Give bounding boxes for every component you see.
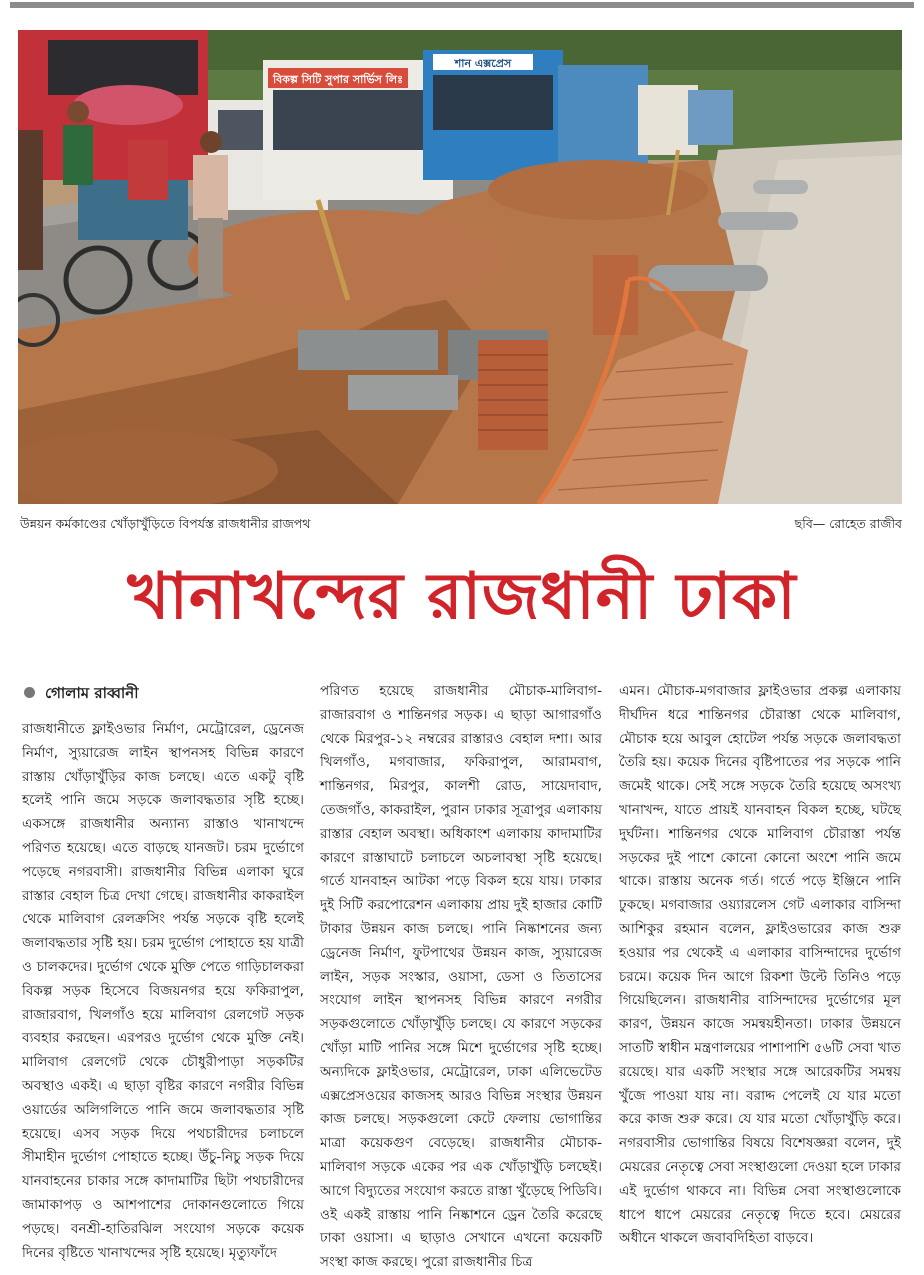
author-name: গোলাম রাব্বানী [45,684,139,702]
article-column-3 [619,680,901,1251]
article-column-1 [22,718,304,1265]
photo-credit: ছবি— রোহেত রাজীব [794,516,902,531]
street-scene-illustration [18,30,902,504]
article-text: এমন। মৌচাক-মগবাজার ফ্লাইওভার প্রকল্প এলাকায় দীর্ঘদিন ধরে শান্তিনগর চৌরাস্তা থেকে মালিবাগ, মৌচাক হয়ে আবুল হোটেল পর্যন্ত সড়কে জলাবদ্ধতা তৈরি হয়। কয়েক দিনের বৃষ্টিপাতের পর সড়কে পানি জমেই থাকে। সেই সঙ্গে সড়কে তৈরি হয়েছে অসংখ্য খানাখন্দ, যাতে প্রায়ই যানবাহন বিকল হচ্ছে, ঘটছে দুর্ঘটনা। শান্তিনগর থেকে মালিবাগ চৌরাস্তা পর্যন্ত সড়কের দুই পাশে কোনো কোনো অংশে পানি জমে থাকে। রাস্তায় অনেক গর্ত। গর্তে পড়ে ইঞ্জিনে পানি ঢুকছে। মগবাজার ওয়্যারলেস গেট এলাকার বাসিন্দা আশিকুর রহমান বলেন, ফ্লাইওভারের কাজ শুরু হওয়ার পর থেকেই এ এলাকার বাসিন্দাদের দুর্ভোগ চরমে। কয়েক দিন আগে রিকশা উল্টে তিনিও পড়ে গিয়েছিলেন। রাজধানীর বাসিন্দাদের দুর্ভোগের মূল কারণ, উন্নয়ন কাজে সমন্বয়হীনতা। ঢাকার উন্নয়নে সাতটি স্বাধীন মন্ত্রণালয়ের পাশাপাশি ৫৬টি সেবা খাত রয়েছে। যার একটি সংস্থার সঙ্গে আরেকটির সমন্বয় খুঁজে পাওয়া যায় না। বরাদ্দ পেলেই যে যার মতো করে কাজ শুরু করে। যে যার মতো খোঁড়াখুঁড়ি করে। নগরবাসীর ভোগান্তির বিষয়ে বিশেষজ্ঞরা বলেন, দুই মেয়রের নেতৃত্বে সেবা সংস্থাগুলো দেওয়া হলে ঢাকার এই দুর্ভোগ থাকবে না। বিভিন্ন সেবা সংস্থাগুলোকে ধাপে ধাপে মেয়রের নেতৃত্বে দিতে হবে। মেয়রের অধীনে থাকলে জবাবদিহিতা বাড়বে। [619,683,901,1247]
byline-bullet-icon [24,687,35,698]
article-text: পরিণত হয়েছে রাজধানীর মৌচাক-মালিবাগ-রাজারবাগ ও শান্তিনগর সড়ক। এ ছাড়া আগারগাঁও থেকে মিরপুর-১২ নম্বরের রাস্তারও বেহাল দশা। আর খিলগাঁও, মগবাজার, ফকিরাপুল, আরামবাগ, শান্তিনগর, মিরপুর, কালশী রোড, সায়েদাবাদ, তেজগাঁও, কাকরাইল, পুরান ঢাকার সূত্রাপুর এলাকায় রাস্তার বেহাল অবস্থা। অধিকাংশ এলাকায় কাদামাটির কারণে রাস্তাঘাটে চলাচলে অচলাবস্থা সৃষ্টি হয়েছে। গর্তে যানবাহন আটকা পড়ে বিকল হয়ে যায়। ঢাকার দুই সিটি করপোরেশন এলাকায় প্রায় দুই হাজার কোটি টাকার উন্নয়ন কাজ চলছে। পানি নিষ্কাশনের জন্য ড্রেনেজ নির্মাণ, ফুটপাথের উন্নয়ন কাজ, স্যুয়ারেজ লাইন, সড়ক সংস্কার, ওয়াসা, ডেসা ও তিতাসের সংযোগ লাইন স্থাপনসহ বিভিন্ন কারণে নগরীর সড়কগুলোতে খোঁড়াখুঁড়ি চলছে। যে কারণে সড়কের খোঁড়া মাটি পানির সঙ্গে মিশে দুর্ভোগের সৃষ্টি হচ্ছে। অন্যদিকে ফ্লাইওভার, মেট্রোরেল, ঢাকা এলিভেটেড এক্সপ্রেসওয়ের কাজসহ আরও বিভিন্ন সংস্থার উন্নয়ন কাজ চলছে। সড়কগুলো কেটে ফেলায় ভোগান্তির মাত্রা কয়েকগুণ বেড়েছে। রাজধানীর মৌচাক-মালিবাগ সড়কে একের পর এক খোঁড়াখুঁড়ি চলছেই। আগে বিদ্যুতের সংযোগ করতে রাস্তা খুঁড়েছে পিডিবি। ওই একই রাস্তায় পানি নিষ্কাশনে ড্রেন তৈরি করেছে ঢাকা ওয়াসা। এ ছাড়াও সেখানে এখনো কয়েকটি সংস্থা কাজ করছে। পুরো রাজধানীর চিত্র [320,683,602,1271]
headline: খানাখন্দের রাজধানী ঢাকা [127,560,797,634]
byline [24,682,139,707]
news-photo [18,30,902,504]
top-rule [10,2,914,8]
bus-sign-1: বিকল্প সিটি সুপার সার্ভিস লিঃ [273,73,403,86]
article-text: রাজধানীতে ফ্লাইওভার নির্মাণ, মেট্রোরেল, ড্রেনেজ নির্মাণ, স্যুয়ারেজ লাইন স্থাপনসহ বিভিন্ন কারণে রাস্তায় খোঁড়াখুঁড়ির কাজ চলছে। এতে একটু বৃষ্টি হলেই পানি জমে সড়কে জলাবদ্ধতার সৃষ্টি হচ্ছে। একসঙ্গে রাজধানীর অন্যান্য রাস্তাও খানাখন্দে পরিণত হয়েছে। এতে বাড়ছে যানজট। চরম দুর্ভোগে পড়েছে নগরবাসী। রাজধানীর বিভিন্ন এলাকা ঘুরে রাস্তার বেহাল চিত্র দেখা গেছে। রাজধানীর কাকরাইল থেকে মালিবাগ রেলক্রসিং পর্যন্ত সড়কে বৃষ্টি হলেই জলাবদ্ধতার সৃষ্টি হয়। চরম দুর্ভোগ পোহাতে হয় যাত্রী ও চালকদের। দুর্ভোগ থেকে মুক্তি পেতে গাড়িচালকরা বিকল্প সড়ক হিসেবে বিজয়নগর হয়ে ফকিরাপুল, রাজারবাগ, খিলগাঁও হয়ে মালিবাগ রেলগেট সড়ক ব্যবহার করছেন। এরপরও দুর্ভোগ থেকে মুক্তি নেই। মালিবাগ রেলগেট থেকে চৌধুরীপাড়া সড়কটির অবস্থাও একই। এ ছাড়া বৃষ্টির কারণে নগরীর বিভিন্ন ওয়ার্ডের অলিগলিতে পানি জমে জলাবদ্ধতার সৃষ্টি হয়েছে। এসব সড়ক দিয়ে পথচারীদের চলাচলে সীমাহীন দুর্ভোগ পোহাতে হচ্ছে। উঁচু-নিচু সড়ক দিয়ে যানবাহনের চাকার সঙ্গে কাদামাটির ছিটা পথচারীদের জামাকাপড় ও আশপাশের দোকানগুলোতে গিয়ে পড়ছে। বনশ্রী-হাতিরঝিল সংযোগ সড়কে কয়েক দিনের বৃষ্টিতে খানাখন্দের সৃষ্টি হয়েছে। মৃত্যুফাঁদে [22,721,304,1261]
bus-sign-2: শান এক্সপ্রেস [454,57,512,70]
article-column-2 [320,680,602,1275]
photo-caption: উন্নয়ন কর্মকাণ্ডের খোঁড়াখুঁড়িতে বিপর্যস্ত রাজধানীর রাজপথ [20,516,311,531]
